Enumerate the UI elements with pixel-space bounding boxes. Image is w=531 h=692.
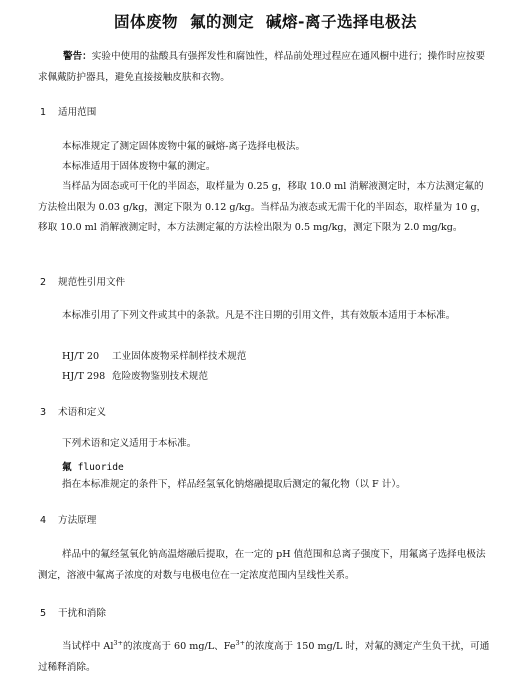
reference-name: 危险废物鉴别技术规范 [112,371,208,382]
term-entry [62,459,124,473]
title-part-3: 碱熔-离子选择电极法 [266,13,417,31]
s1-paragraph-2: 本标准适用于固体废物中氟的测定。 [62,161,216,172]
section-title: 干扰和消除 [58,608,106,619]
reference-name: 工业固体废物采样制样技术规范 [112,351,247,362]
section-number: 1 [40,107,47,118]
s5-text-mid: 的浓度高于 60 mg/L、Fe [123,641,236,652]
section-heading-4 [40,512,96,526]
term-chinese: 氟 [62,462,72,473]
title-part-1: 固体废物 [114,13,179,31]
fe-charge: 3+ [235,638,246,647]
s3-paragraph-1: 下列术语和定义适用于本标准。 [62,438,197,449]
section-heading-5 [40,605,106,619]
reference-item [62,348,246,362]
section-title: 规范性引用文件 [58,277,126,288]
s1-paragraph-1: 本标准规定了测定固体废物中氟的碱熔-离子选择电极法。 [62,141,306,152]
reference-item [62,368,208,382]
section-title: 方法原理 [58,515,97,526]
warning-text: 实验中使用的盐酸具有强挥发性和腐蚀性，样品前处理过程应在通风橱中进行；操作时应按要求佩戴防护器具，避免直接接触皮肤和衣物。 [38,51,486,83]
section-heading-2 [40,274,125,288]
section-number: 5 [40,608,47,619]
section-number: 3 [40,407,47,418]
warning-paragraph [38,47,492,88]
s2-paragraph-1: 本标准引用了下列文件或其中的条款。凡是不注日期的引用文件，其有效版本适用于本标准。 [62,310,456,321]
warning-label: 警告： [63,51,92,62]
s1-paragraph-3: 当样品为固态或可干化的半固态，取样量为 0.25 g，移取 10.0 ml 消解液测定时，本方法测定氟的方法检出限为 0.03 g/kg，测定下限为 0.12 g/kg。当样品为液态或无需干化的半固态，取样量为 10 g，移取 10.0 ml 消解液测定时，本方法测定氟的方法检出限为 0.5 mg/kg，测定下限为 2.0 mg/kg。 [38,181,487,233]
s4-paragraph-1: 样品中的氟经氢氧化钠高温熔融后提取，在一定的 pH 值范围和总离子强度下，用氟离子选择电极法测定，溶液中氟离子浓度的对数与电极电位在一定浓度范围内呈线性关系。 [38,549,486,581]
al-charge: 3+ [113,638,124,647]
section-title: 术语和定义 [58,407,106,418]
term-english: fluoride [77,462,124,473]
page-title [0,10,531,32]
section-heading-1 [40,104,96,118]
reference-code: HJ/T 20 [62,351,100,362]
section-number: 2 [40,277,47,288]
section-title: 适用范围 [58,107,97,118]
title-part-2: 氟的测定 [190,13,255,31]
section-heading-3 [40,404,106,418]
s5-paragraph-1 [38,637,492,678]
section-number: 4 [40,515,47,526]
term-definition: 指在本标准规定的条件下，样品经氢氧化钠熔融提取后测定的氟化物（以 F 计）。 [62,479,406,490]
reference-code: HJ/T 298 [62,371,106,382]
s5-text-post: 的浓度高于 150 mg/L 时，对氟的测定产生负干扰，可通过稀释消除。 [38,641,490,673]
s5-text-pre: 当试样中 Al [62,641,114,652]
